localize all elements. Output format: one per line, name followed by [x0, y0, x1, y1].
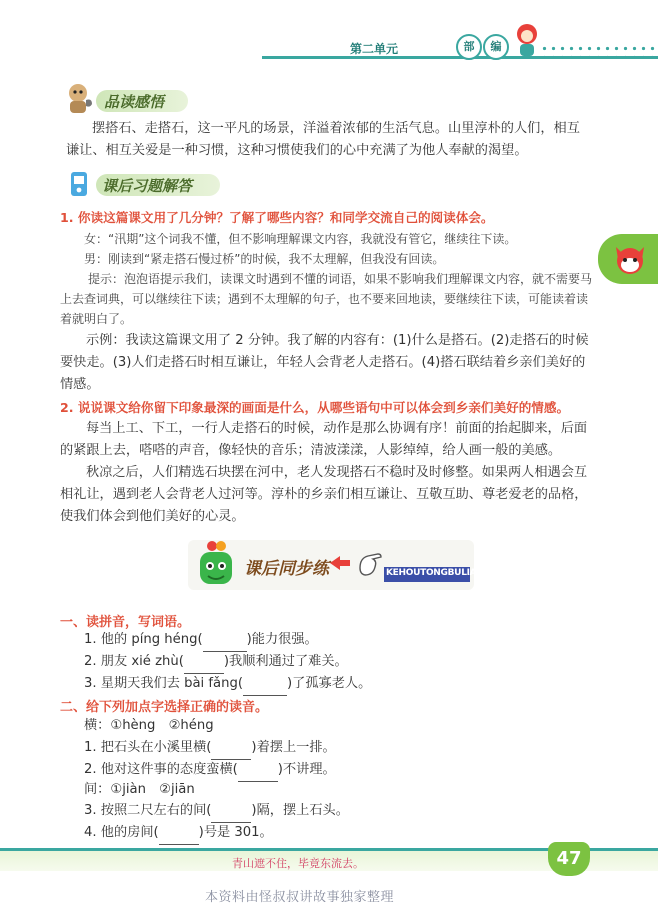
answer-blank[interactable] [238, 759, 278, 782]
exercise-2-heading: 二、给下列加点字选择正确的读音。 [60, 700, 269, 715]
footer-motto: 青山遮不住，毕竟东流去。 [232, 857, 364, 870]
answer-blank[interactable] [243, 673, 287, 696]
q2-paragraph-2: 秋凉之后，人们精选石块摆在河中，老人发现搭石不稳时及时修整。如果两人相遇会互相礼让，遇到老人会背老人过河等。淳朴的乡亲们相互谦让、互敬互助、尊老爱老的品格，使我们体会到他们美好的心灵。 [60, 465, 588, 524]
q1-tip: 提示：泡泡语提示我们，读课文时遇到不懂的词语，如果不影响我们理解课文内容，就不需要马上去查词典，可以继续往下读；遇到不太理解的句子，也不要来回地读，要继续往下读，可能读着读着就明白了。 [60, 272, 593, 326]
question-2: 2. 说说课文给你留下印象最深的画面是什么，从哪些语句中可以体会到乡亲们美好的情感。 [60, 400, 570, 415]
header-dots-decoration [540, 44, 658, 56]
answer-blank[interactable] [203, 629, 247, 652]
credit-line: 本资料由怪叔叔讲故事独家整理 [205, 890, 395, 905]
mascot-girl-icon [512, 22, 542, 58]
page-number: 47 [556, 848, 582, 869]
answer-blank[interactable] [159, 822, 199, 845]
practice-title: 课后同步练 [244, 559, 329, 579]
green-monster-icon [194, 538, 238, 590]
exercise-2-item: 4. 他的房间( )号是 301。 [84, 822, 273, 845]
practice-pinyin: KEHOUTONGBULIAN [386, 568, 484, 578]
arrow-left-icon [330, 556, 350, 570]
pointing-hand-icon [354, 548, 384, 580]
badge-bian: 编 [483, 34, 509, 60]
char-jian-options: 间：①jiàn ②jiān [84, 782, 195, 797]
reading-section-title: 品读感悟 [104, 93, 165, 111]
q2-paragraph-1: 每当上工、下工，一行人走搭石的时候，动作是那么协调有序！前面的抬起脚来，后面的紧跟上去，嗒嗒的声音，像轻快的音乐；清波漾漾，人影绰绰，给人画一般的美感。 [60, 421, 588, 458]
unit-label: 第二单元 [350, 42, 399, 56]
reading-paragraph: 摆搭石、走搭石，这一平凡的场景，洋溢着浓郁的生活气息。山里淳朴的人们，相互谦让、相互关爱是一种习惯，这种习惯使我们的心中充满了为他人奉献的渴望。 [66, 121, 580, 158]
side-tab [598, 234, 658, 284]
q1-girl-bubble: 女：“汛期”这个词我不懂，但不影响理解课文内容，我就没有管它，继续往下读。 [84, 232, 517, 246]
badge-bu: 部 [456, 34, 482, 60]
fox-mascot-icon [610, 239, 650, 279]
exercise-1-item: 3. 星期天我们去 bài fǎng( )了孤寡老人。 [84, 673, 371, 696]
exercise-1-item: 1. 他的 píng héng( )能力很强。 [84, 629, 318, 652]
q1-boy-bubble: 男：刚读到“紧走搭石慢过桥”的时候，我不太理解，但我没有回读。 [84, 252, 445, 266]
exercise-2-item: 1. 把石头在小溪里横( )着摆上一排。 [84, 737, 336, 760]
answer-blank[interactable] [211, 800, 251, 823]
reading-mascot-icon [64, 82, 94, 114]
answers-mascot-icon [64, 168, 94, 200]
exercise-1-item: 2. 朋友 xié zhù( )我顺利通过了难关。 [84, 651, 348, 674]
q1-example: 示例：我读这篇课文用了 2 分钟。我了解的内容有：(1)什么是搭石。(2)走搭石的时候要快走。(3)人们走搭石时相互谦让，年轻人会背老人走搭石。(4)搭石联结着乡亲们美好的情感。 [60, 333, 589, 392]
exercise-1-heading: 一、读拼音，写词语。 [60, 615, 191, 630]
answer-blank[interactable] [184, 651, 224, 674]
question-1: 1. 你读这篇课文用了几分钟？了解了哪些内容？和同学交流自己的阅读体会。 [60, 210, 494, 225]
answer-blank[interactable] [211, 737, 251, 760]
answers-section-title: 课后习题解答 [102, 177, 193, 195]
exercise-2-item: 2. 他对这件事的态度蛮横( )不讲理。 [84, 759, 336, 782]
char-heng-options: 横：①hèng ②héng [84, 718, 214, 733]
exercise-2-item: 3. 按照二尺左右的间( )隔，摆上石头。 [84, 800, 349, 823]
